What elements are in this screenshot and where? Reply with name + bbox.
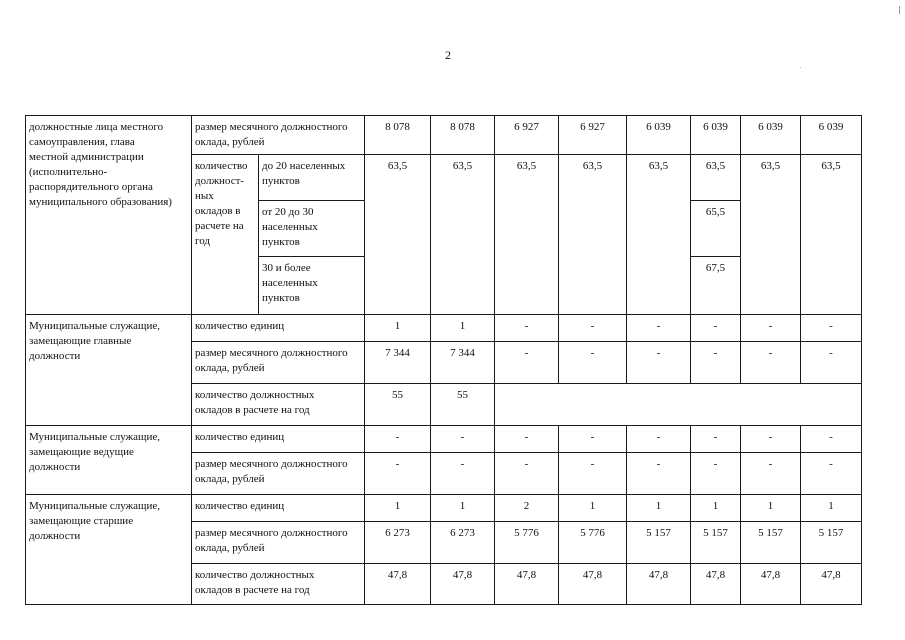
category-line: замещающие старшие [29,515,134,527]
label-line: количество должностных [195,389,315,401]
label-line: год [195,235,211,247]
category-line: Муниципальные служащие, [29,320,161,332]
label-line: размер месячного должностного [195,121,348,133]
category-line: распорядительного органа [29,181,153,193]
label-line: окладов в расчете на год [195,584,310,596]
table-row [26,315,862,342]
value-cell: - [627,426,691,453]
label-line: оклада, рублей [195,362,265,374]
value-cell: - [801,315,862,342]
value-cell: 1 [365,315,431,342]
category-line: должности [29,461,81,473]
value-cell: - [431,426,495,453]
empty-cell [495,384,862,426]
value-cell: 6 039 [741,116,801,155]
category-cell [26,495,192,605]
value-cell: - [495,453,559,495]
value-cell: 47,8 [691,564,741,605]
value-cell: 6 927 [495,116,559,155]
value-cell: 63,5 [431,155,495,315]
value-cell: 63,5 [627,155,691,315]
label-line: населенных [262,277,318,289]
value-cell: - [741,342,801,384]
value-cell: 63,5 [365,155,431,315]
value-cell: - [559,453,627,495]
scan-edge-mark [899,6,900,14]
category-line: должности [29,530,81,542]
value-cell: 47,8 [741,564,801,605]
sub-row-label [259,155,365,201]
value-cell: 8 078 [365,116,431,155]
label-line: пунктов [262,236,300,248]
category-line: местной администрации [29,151,144,163]
value-cell: 47,8 [365,564,431,605]
value-cell: 63,5 [559,155,627,315]
indicator-label [192,155,259,315]
category-line: должности [29,350,81,362]
value-cell: 5 157 [741,522,801,564]
value-cell: - [741,426,801,453]
value-cell: 47,8 [495,564,559,605]
value-cell: - [559,342,627,384]
value-cell: 1 [691,495,741,522]
value-cell: 55 [365,384,431,426]
value-cell: 1 [627,495,691,522]
label-line: населенных [262,221,318,233]
value-cell: 6 039 [691,116,741,155]
label-line: размер месячного должностного [195,347,348,359]
value-cell: - [691,426,741,453]
value-cell: 1 [741,495,801,522]
category-line: Муниципальные служащие, [29,500,161,512]
value-cell: - [801,342,862,384]
value-cell: - [691,453,741,495]
value-cell: - [627,315,691,342]
value-cell: - [365,453,431,495]
value-cell: - [495,315,559,342]
value-cell: 8 078 [431,116,495,155]
value-cell: 5 157 [801,522,862,564]
label-line: размер месячного должностного [195,458,348,470]
value-cell: 5 157 [691,522,741,564]
value-cell: - [741,453,801,495]
indicator-label [192,384,365,426]
value-cell: 63,5 [495,155,559,315]
value-cell: - [741,315,801,342]
value-cell: 63,5 [801,155,862,315]
value-cell: - [627,342,691,384]
value-cell: 7 344 [431,342,495,384]
category-line: замещающие главные [29,335,132,347]
indicator-label [192,564,365,605]
value-cell: 6 039 [801,116,862,155]
label-line: оклада, рублей [195,136,265,148]
table-row [26,495,862,522]
label-line: количество [195,160,248,172]
value-cell: 63,5 [741,155,801,315]
label-line: ных [195,190,214,202]
value-cell: 47,8 [627,564,691,605]
value-cell: - [559,426,627,453]
category-cell [26,426,192,495]
indicator-label: количество единиц [192,315,365,342]
page-number: 2 [445,48,451,62]
category-line: замещающие ведущие [29,446,134,458]
label-line: пунктов [262,175,300,187]
value-cell: 1 [431,495,495,522]
indicator-label [192,453,365,495]
value-cell: 7 344 [365,342,431,384]
value-cell: - [801,453,862,495]
scan-speck [800,67,801,68]
value-cell: - [559,315,627,342]
value-cell: 6 273 [365,522,431,564]
category-cell [26,116,192,315]
value-cell: 67,5 [691,257,741,315]
indicator-label [192,522,365,564]
category-line: должностные лица местного [29,121,164,133]
category-line: самоуправления, глава [29,136,135,148]
sub-row-label [259,257,365,315]
value-cell: - [691,342,741,384]
label-line: окладов в [195,205,241,217]
table-row [26,426,862,453]
value-cell: - [801,426,862,453]
category-line: (исполнительно- [29,166,108,178]
indicator-label: количество единиц [192,426,365,453]
value-cell: - [495,342,559,384]
value-cell: - [431,453,495,495]
label-line: расчете на [195,220,244,232]
label-line: количество должностных [195,569,315,581]
value-cell: - [627,453,691,495]
value-cell: 6 039 [627,116,691,155]
label-line: 30 и более [262,262,311,274]
value-cell: 5 776 [559,522,627,564]
label-line: окладов в расчете на год [195,404,310,416]
indicator-label: количество единиц [192,495,365,522]
value-cell: - [691,315,741,342]
label-line: до 20 населенных [262,160,346,172]
salary-table [25,115,862,605]
sub-row-label [259,201,365,257]
value-cell: - [365,426,431,453]
value-cell: 1 [801,495,862,522]
value-cell: 6 273 [431,522,495,564]
value-cell: 2 [495,495,559,522]
label-line: оклада, рублей [195,473,265,485]
value-cell: 1 [431,315,495,342]
label-line: от 20 до 30 [262,206,314,218]
value-cell: 65,5 [691,201,741,257]
label-line: размер месячного должностного [195,527,348,539]
category-cell [26,315,192,426]
indicator-label [192,116,365,155]
category-line: муниципального образования) [29,196,172,208]
value-cell: 6 927 [559,116,627,155]
value-cell: 1 [365,495,431,522]
value-cell: 47,8 [431,564,495,605]
label-line: должност- [195,175,245,187]
value-cell: 1 [559,495,627,522]
value-cell: - [495,426,559,453]
value-cell: 5 157 [627,522,691,564]
value-cell: 63,5 [691,155,741,201]
value-cell: 47,8 [559,564,627,605]
category-line: Муниципальные служащие, [29,431,161,443]
indicator-label [192,342,365,384]
value-cell: 5 776 [495,522,559,564]
value-cell: 55 [431,384,495,426]
table-row [26,116,862,155]
label-line: пунктов [262,292,300,304]
label-line: оклада, рублей [195,542,265,554]
value-cell: 47,8 [801,564,862,605]
